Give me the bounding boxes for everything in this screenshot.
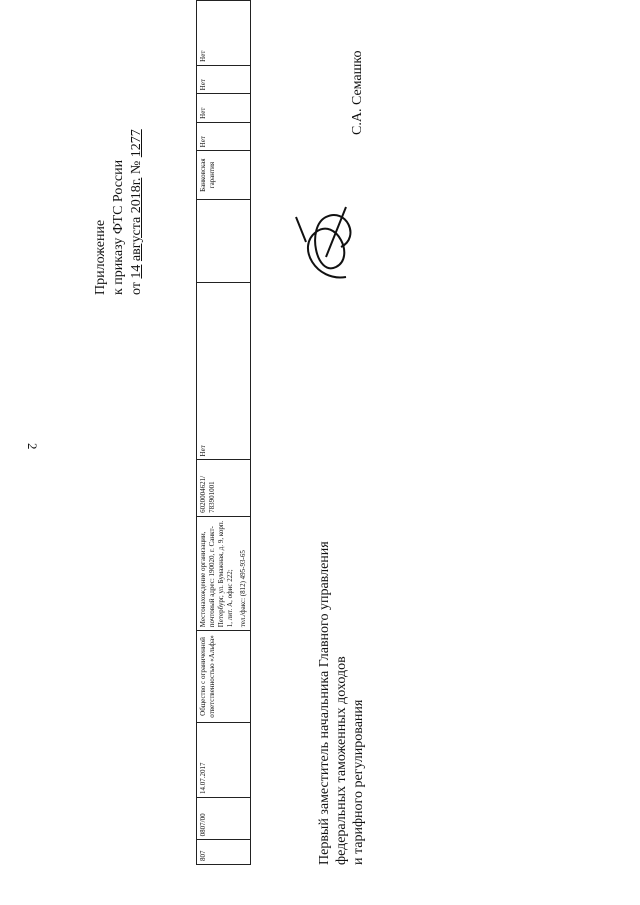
signature-image <box>286 197 366 287</box>
cell-num: 807 <box>197 840 251 865</box>
cell-col7: Нет <box>197 283 251 460</box>
cell-name: Общество с ограниченной ответственностью «Альфа» <box>197 631 251 723</box>
cell-col10: Нет <box>197 122 251 151</box>
appendix-line-1: Приложение <box>93 219 108 295</box>
appendix-line-3: от 14 августа 2018г. № 1277 <box>129 129 144 295</box>
signer-title-1: Первый заместитель начальника Главного управления <box>317 541 332 865</box>
cell-col8 <box>197 199 251 282</box>
appendix-header <box>92 129 146 295</box>
signer-title-2: федеральных таможенных доходов <box>334 656 349 865</box>
signer-block <box>316 541 367 865</box>
order-day: 14 <box>129 264 144 279</box>
cell-col13: Нет <box>197 1 251 66</box>
cell-reg-code: 0807/00 <box>197 797 251 839</box>
order-number: 1277 <box>129 129 144 158</box>
signer-title-3: и тарифного регулирования <box>351 699 366 865</box>
page-number: 2 <box>25 443 40 450</box>
table-row <box>197 1 251 865</box>
signer-name: С.А. Семашко <box>350 50 365 135</box>
cell-col12: Нет <box>197 65 251 94</box>
appendix-line-2: к приказу ФТС России <box>111 159 126 295</box>
cell-col11: Нет <box>197 94 251 123</box>
cell-date: 14.07.2017 <box>197 722 251 797</box>
order-month-year: августа 2018г. <box>129 177 144 262</box>
cell-inn-kpp: 6020004621/ 783901001 <box>197 460 251 516</box>
cell-address: Местонахождение организации, почтовый адрес: 190020, г. Санкт-Петербург, ул. Бумажная, д. 9, корп. 1, лит. А, офис 222; тел./факс: (812) 495-93-65 <box>197 516 251 630</box>
registry-table <box>196 0 251 865</box>
cell-guarantee: Банковская гарантия <box>197 151 251 200</box>
